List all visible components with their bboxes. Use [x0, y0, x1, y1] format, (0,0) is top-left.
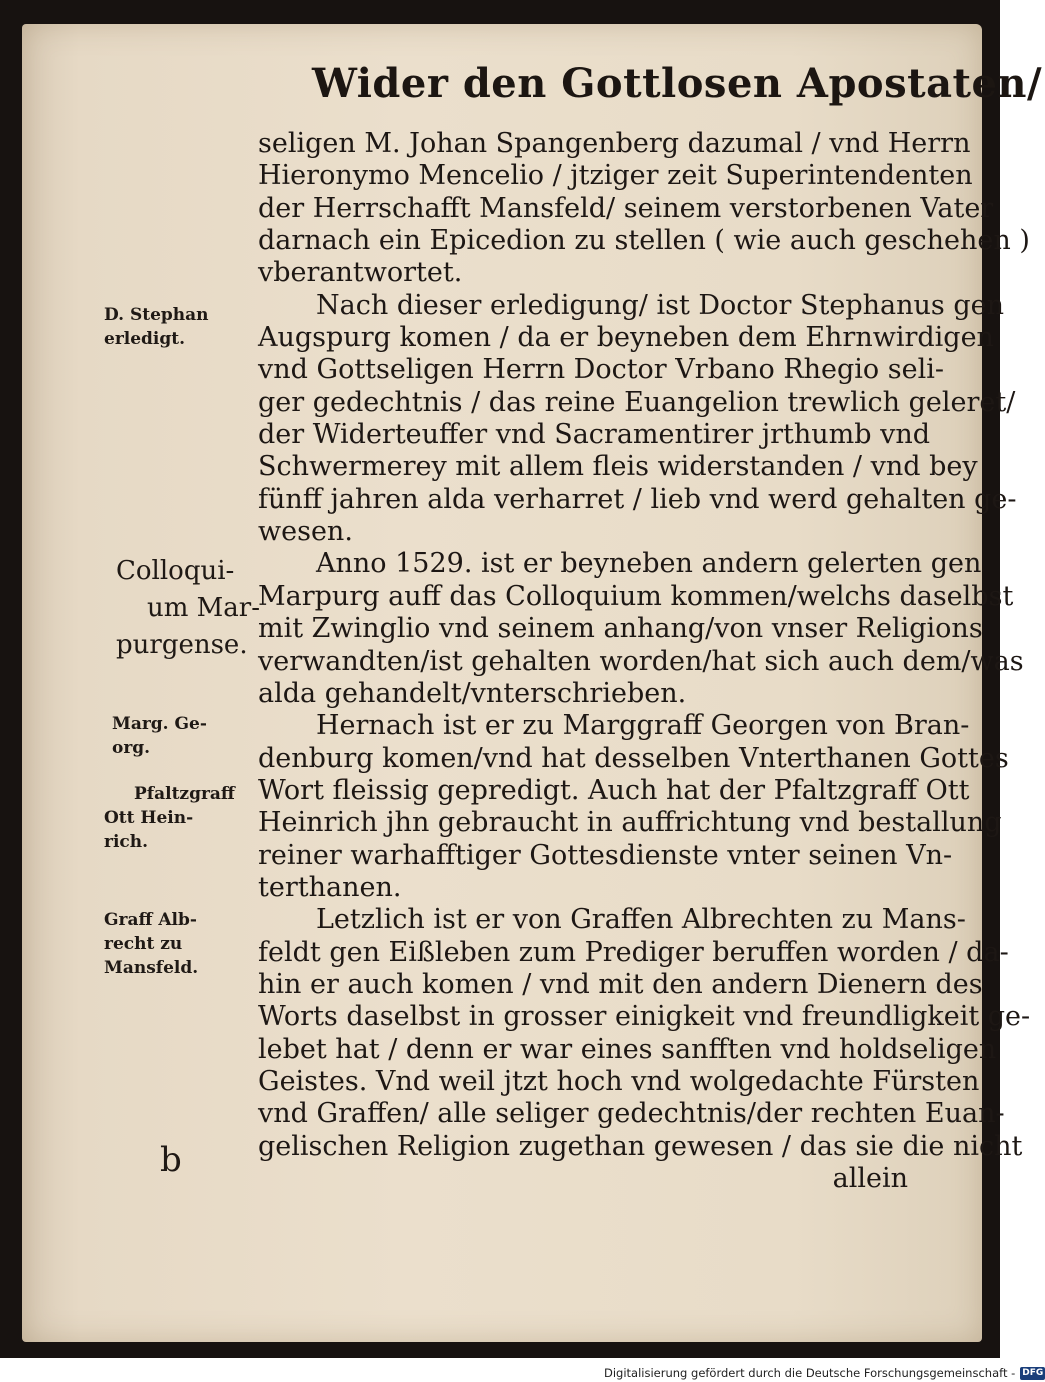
text-line: ger gedechtnis / das reine Euangelion trewlich geleret/ — [258, 386, 1016, 418]
note-line: rich. — [104, 832, 149, 852]
body-text — [258, 128, 1031, 1195]
text-line: der Widerteuffer vnd Sacramentirer jrthumb vnd — [258, 419, 931, 451]
marginal-note-colloquium — [116, 553, 266, 664]
text-line: vnd Gottseligen Herrn Doctor Vrbano Rhegio seli- — [258, 354, 944, 386]
text-line: vberantwortet. — [258, 257, 463, 289]
signature-mark: b — [160, 1140, 182, 1180]
dfg-logo-icon: DFG — [1022, 1367, 1044, 1378]
text-line: terthanen. — [258, 871, 402, 903]
running-head: Wider den Gottlosen Apostaten/ — [312, 60, 1043, 107]
digitization-footer — [604, 1365, 1044, 1381]
text-line: Hernach ist er zu Marggraff Georgen von Bran- — [316, 710, 970, 742]
text-line: darnach ein Epicedion zu stellen ( wie auch geschehen ) — [258, 225, 1030, 257]
text-line: reiner warhafftiger Gottesdienste vnter seinen Vn- — [258, 839, 953, 871]
note-line: Pfaltzgraff — [134, 784, 235, 804]
text-line: Nach dieser erledigung/ ist Doctor Stephanus gen — [316, 289, 1004, 321]
note-line: D. Stephan — [104, 305, 209, 325]
text-line: Marpurg auff das Colloquium kommen/welchs daselbst — [258, 580, 1014, 612]
text-line: vnd Graffen/ alle seliger gedechtnis/der rechten Euan- — [258, 1098, 1005, 1130]
note-line: Ott Hein- — [104, 808, 194, 828]
text-line: denburg komen/vnd hat desselben Vnterthanen Gottes — [258, 742, 1009, 774]
text-line: verwandten/ist gehalten worden/hat sich auch dem/was — [258, 645, 1024, 677]
text-line: Worts daselbst in grosser einigkeit vnd freundligkeit ge- — [258, 1001, 1031, 1033]
text-line: fünff jahren alda verharret / lieb vnd werd gehalten ge- — [258, 483, 1017, 515]
marginal-note-albrecht — [104, 908, 254, 980]
note-line: org. — [112, 738, 151, 758]
note-line: Colloqui- — [116, 556, 235, 586]
text-line: Augspurg komen / da er beyneben dem Ehrnwirdigen — [258, 322, 994, 354]
text-line: Schwermerey mit allem fleis widerstanden / vnd bey — [258, 451, 978, 483]
text-line: Geistes. Vnd weil jtzt hoch vnd wolgedachte Fürsten — [258, 1065, 980, 1097]
text-line: wesen. — [258, 516, 353, 548]
text-line: seligen M. Johan Spangenberg dazumal / vnd Herrn — [258, 128, 971, 159]
note-line: Graff Alb- — [104, 910, 197, 930]
footer-text: Digitalisierung gefördert durch die Deutsche Forschungsgemeinschaft - — [604, 1366, 1016, 1380]
text-line: alda gehandelt/vnterschrieben. — [258, 677, 687, 709]
text-line: hin er auch komen / vnd mit den andern Dienern des — [258, 968, 983, 1000]
marginal-note-georg — [112, 712, 262, 760]
marginal-note-pfaltzgraff — [104, 782, 254, 854]
text-line: gelischen Religion zugethan gewesen / das sie die nicht — [258, 1130, 1023, 1162]
text-line: mit Zwinglio vnd seinem anhang/von vnser Religions — [258, 613, 983, 645]
marginal-note-stephan — [104, 303, 254, 351]
note-line: purgense. — [116, 630, 248, 660]
note-line: Marg. Ge- — [112, 714, 207, 734]
text-line: Wort fleissig gepredigt. Auch hat der Pfaltzgraff Ott — [258, 774, 970, 806]
catchword: allein — [832, 1163, 908, 1194]
note-line: recht zu — [104, 934, 183, 954]
note-line: um Mar- — [146, 593, 260, 623]
text-line: Heinrich jhn gebraucht in auffrichtung vnd bestallung — [258, 807, 1002, 839]
text-line: feldt gen Eißleben zum Prediger beruffen worden / da- — [258, 936, 1009, 968]
text-line: lebet hat / denn er war eines sanfften vnd holdseligen — [258, 1033, 997, 1065]
note-line: erledigt. — [104, 329, 186, 349]
text-line: Anno 1529. ist er beyneben andern gelerten gen — [316, 548, 982, 580]
text-line: Hieronymo Mencelio / jtziger zeit Superintendenten — [258, 160, 973, 192]
text-line: Letzlich ist er von Graffen Albrechten zu Mans- — [316, 904, 966, 936]
note-line: Mansfeld. — [104, 958, 199, 978]
text-line: der Herrschafft Mansfeld/ seinem verstorbenen Vater — [258, 192, 994, 224]
